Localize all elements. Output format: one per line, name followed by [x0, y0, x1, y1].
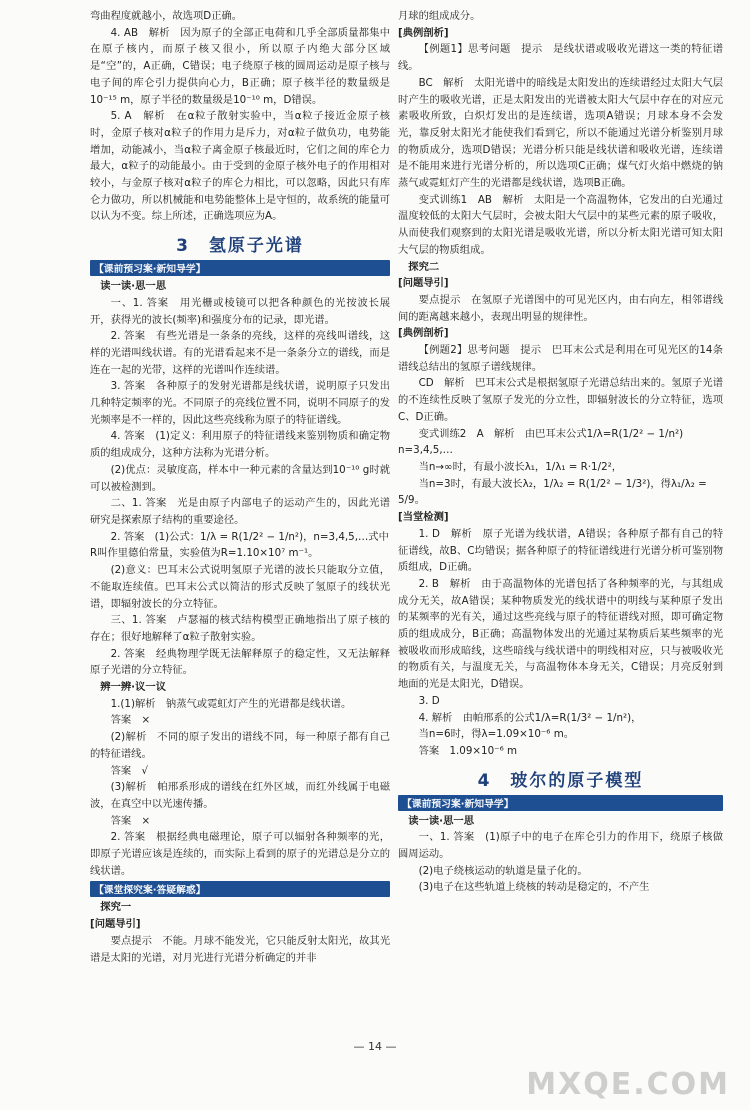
paragraph: (3)电子在这些轨道上绕核的转动是稳定的，不产生 — [418, 881, 650, 894]
paragraph: 4. AB 解析 因为原子的全部正电荷和几乎全部质量都集中在原子核内，而原子核又很小，所以原子内绝大部分区域是“空”的，A正确，C错误；电子绕原子核的圆周运动是原子核与电子间的库仑引力提供向心力，B正确；原子核半径的数量级是10⁻¹⁵ m，原子半径的数量级是10⁻¹⁰ m，D错误。 — [90, 26, 390, 106]
paragraph: 1.(1)解析 钠蒸气或霓虹灯产生的光谱都是线状谱。 — [110, 697, 352, 710]
paragraph: 4. 答案 (1)定义：利用原子的特征谱线来鉴别物质和确定物质的组成成分，这种方法称为光谱分析。 — [90, 430, 390, 460]
paragraph: (2)意义：巴耳末公式说明氢原子光谱的波长只能取分立值，不能取连续值。巴耳末公式以简洁的形式反映了氢原子的线状光谱，即辐射波长的分立特征。 — [90, 564, 390, 610]
paragraph: 要点提示 在氢原子光谱图中的可见光区内，由右向左，相邻谱线间的距离越来越小，表现出明显的规律性。 — [398, 293, 723, 323]
subheading: 读一读·思一思 — [100, 280, 166, 293]
section-bar: 【课前预习案·新知导学】 — [90, 260, 390, 276]
subheading: 探究一 — [100, 901, 132, 914]
paragraph: 一、1. 答案 (1)原子中的电子在库仑引力的作用下，绕原子核做圆周运动。 — [398, 831, 723, 861]
paragraph: 当n→∞时，有最小波长λ₁，1/λ₁ = R·1/2²， — [418, 460, 623, 473]
section-title: 3 氢原子光谱 — [176, 236, 304, 257]
paragraph: 5/9。 — [398, 494, 425, 507]
paragraph: (2)解析 不同的原子发出的谱线不同，每一种原子都有自己的特征谱线。 — [90, 731, 390, 760]
paragraph: 变式训练1 AB 解析 太阳是一个高温物体，它发出的白光通过温度较低的太阳大气层时，会被太阳大气层中的某些元素的原子吸收，从而使我们观察到的太阳光谱是吸收光谱，所以分析太阳光谱可知太阳大气层的物质组成。 — [398, 193, 723, 256]
subheading: 辨一辨·议一议 — [100, 681, 166, 694]
paragraph: (2)优点：灵敏度高，样本中一种元素的含量达到10⁻¹⁰ g时就可以被检测到。 — [90, 463, 390, 493]
paragraph: 二、1. 答案 光是由原子内部电子的运动产生的，因此光谱研究是探索原子结构的重要途径。 — [90, 497, 390, 526]
paragraph: 3. D — [418, 694, 440, 707]
paragraph: 4. 解析 由帕邢系的公式1/λ=R(1/3² − 1/n²)， — [418, 711, 642, 724]
answer: 答案 × — [110, 814, 151, 827]
answer: 答案 1.09×10⁻⁶ m — [418, 744, 518, 757]
section-title: 4 玻尔的原子模型 — [477, 770, 644, 791]
section-bar: 【课堂探究案·答疑解惑】 — [90, 881, 390, 897]
paragraph: 变式训练2 A 解析 由巴耳末公式1/λ=R(1/2² − 1/n²) — [418, 427, 684, 440]
paragraph: (3)解析 帕邢系形成的谱线在红外区域，而红外线属于电磁波，在真空中以光速传播。 — [90, 781, 390, 810]
right-column — [398, 8, 723, 1028]
subheading: [问题导引] — [90, 918, 141, 931]
subheading: 读一读·思一思 — [408, 814, 474, 827]
paragraph: 2. 答案 根据经典电磁理论，原子可以辐射各种频率的光，即原子光谱应该是连续的，而实际上看到的原子的光谱总是分立的线状谱。 — [90, 831, 390, 877]
section-bar: 【课前预习案·新知导学】 — [398, 795, 723, 811]
paragraph: 2. 答案 有些光谱是一条条的亮线，这样的亮线叫谱线，这样的光谱叫线状谱。有的光谱看起来不是一条条分立的谱线，而是连在一起的光带，这样的光谱叫作连续谱。 — [90, 330, 390, 376]
subheading: [典例剖析] — [398, 327, 449, 340]
paragraph: 2. B 解析 由于高温物体的光谱包括了各种频率的光，与其组成成分无关，故A错误；某种物质发光的线状谱中的明线与某种原子发出的某频率的光有关，通过这些亮线与原子的特征谱线对照，即可确定物质的组成成分，B正确；高温物体发出的光通过某物质后某些频率的光被吸收而形成暗线，这些暗线与线状谱中的明线相对应，只与被吸收光的物质有关，与温度无关，与高温物体本身无关，C错误；月亮反射到地面的光是太阳光，D错误。 — [398, 577, 723, 691]
paragraph: 三、1. 答案 卢瑟福的核式结构模型正确地指出了原子核的存在；很好地解释了α粒子散射实验。 — [90, 614, 390, 643]
paragraph: 一、1. 答案 用光栅或棱镜可以把各种颜色的光按波长展开，获得光的波长(频率)和强度分布的记录，即光谱。 — [90, 296, 390, 326]
left-column — [90, 8, 390, 1028]
paragraph: R叫作里德伯常量，实验值为R=1.10×10⁷ m⁻¹。 — [90, 547, 319, 560]
paragraph: n=3,4,5,… — [398, 444, 453, 457]
answer: 答案 √ — [110, 764, 149, 777]
paragraph: 3. 答案 各种原子的发射光谱都是线状谱，说明原子只发出几种特定频率的光。不同原子的亮线位置不同，说明不同原子的发光频率是不一样的，因此这些亮线称为原子的特征谱线。 — [90, 380, 390, 426]
paragraph: 【例题2】思考问题 提示 巴耳末公式是利用在可见光区的14条谱线总结出的氢原子谱线规律。 — [398, 344, 723, 373]
paragraph: 弯曲程度就越小，故选项D正确。 — [90, 10, 243, 22]
paragraph: 1. D 解析 原子光谱为线状谱，A错误；各种原子都有自己的特征谱线，故B、C均错误；据各种原子的特征谱线进行光谱分析可鉴别物质组成，D正确。 — [398, 527, 723, 574]
paragraph: CD 解析 巴耳末公式是根据氢原子光谱总结出来的。氢原子光谱的不连续性反映了氢原子发光的分立性，即辐射波长的分立特征，选项C、D正确。 — [398, 377, 723, 423]
paragraph: 【例题1】思考问题 提示 是线状谱或吸收光谱这一类的特征谱线。 — [398, 43, 723, 73]
page-number: — 14 — — [353, 1040, 397, 1053]
paragraph: BC 解析 太阳光谱中的暗线是太阳发出的连续谱经过太阳大气层时产生的吸收光谱，正是太阳发出的光谱被太阳大气层中存在的对应元素吸收所致，白炽灯发出的是连续谱，选项A错误；月球本身不会发光，靠反射太阳光才能使我们看到它，所以不能通过光谱分析鉴别月球的物质成分，选项D错误；光谱分析只能是线状谱和吸收光谱，连续谱是不能用来进行光谱分析的，所以选项C正确；煤气灯火焰中燃烧的钠蒸气或霓虹灯产生的光谱都是线状谱，选项B正确。 — [398, 76, 723, 190]
answer: 答案 × — [110, 714, 151, 727]
watermark: MXQE.COM — [526, 1067, 730, 1102]
subheading: [典例剖析] — [398, 26, 449, 39]
paragraph: 月球的组成成分。 — [398, 10, 481, 22]
subheading: [当堂检测] — [398, 511, 449, 524]
paragraph: 5. A 解析 在α粒子散射实验中，当α粒子接近金原子核时，金原子核对α粒子的作用力是斥力，对α粒子做负功，电势能增加，动能减小，当α粒子离金原子核最近时，它们之间的库仑力最大，α粒子的动能最小。由于受到的金原子核外电子的作用相对较小，与金原子核对α粒子的库仑力相比，可以忽略，因此只有库仑力做功，所以机械能和电势能整体上是守恒的，故系统的能量可以认为不变。综上所述，正确选项应为A。 — [90, 110, 390, 223]
paragraph: 当n=6时，得λ=1.09×10⁻⁶ m。 — [418, 728, 575, 741]
paragraph: 要点提示 不能。月球不能发光，它只能反射太阳光，故其光谱是太阳的光谱，对月光进行光谱分析确定的并非 — [90, 934, 390, 964]
subheading: 探究二 — [408, 260, 440, 273]
subheading: [问题导引] — [398, 277, 449, 290]
paragraph: 2. 答案 经典物理学既无法解释原子的稳定性，又无法解释原子光谱的分立特征。 — [90, 647, 390, 677]
paragraph: 当n=3时，有最大波长λ₂，1/λ₂ = R(1/2² − 1/3²)，得λ₁/λ₂ = — [418, 477, 707, 490]
paragraph: (2)电子绕核运动的轨道是量子化的。 — [418, 864, 588, 877]
paragraph: 2. 答案 (1)公式：1/λ = R(1/2² − 1/n²)，n=3,4,5,…式中 — [110, 530, 389, 543]
